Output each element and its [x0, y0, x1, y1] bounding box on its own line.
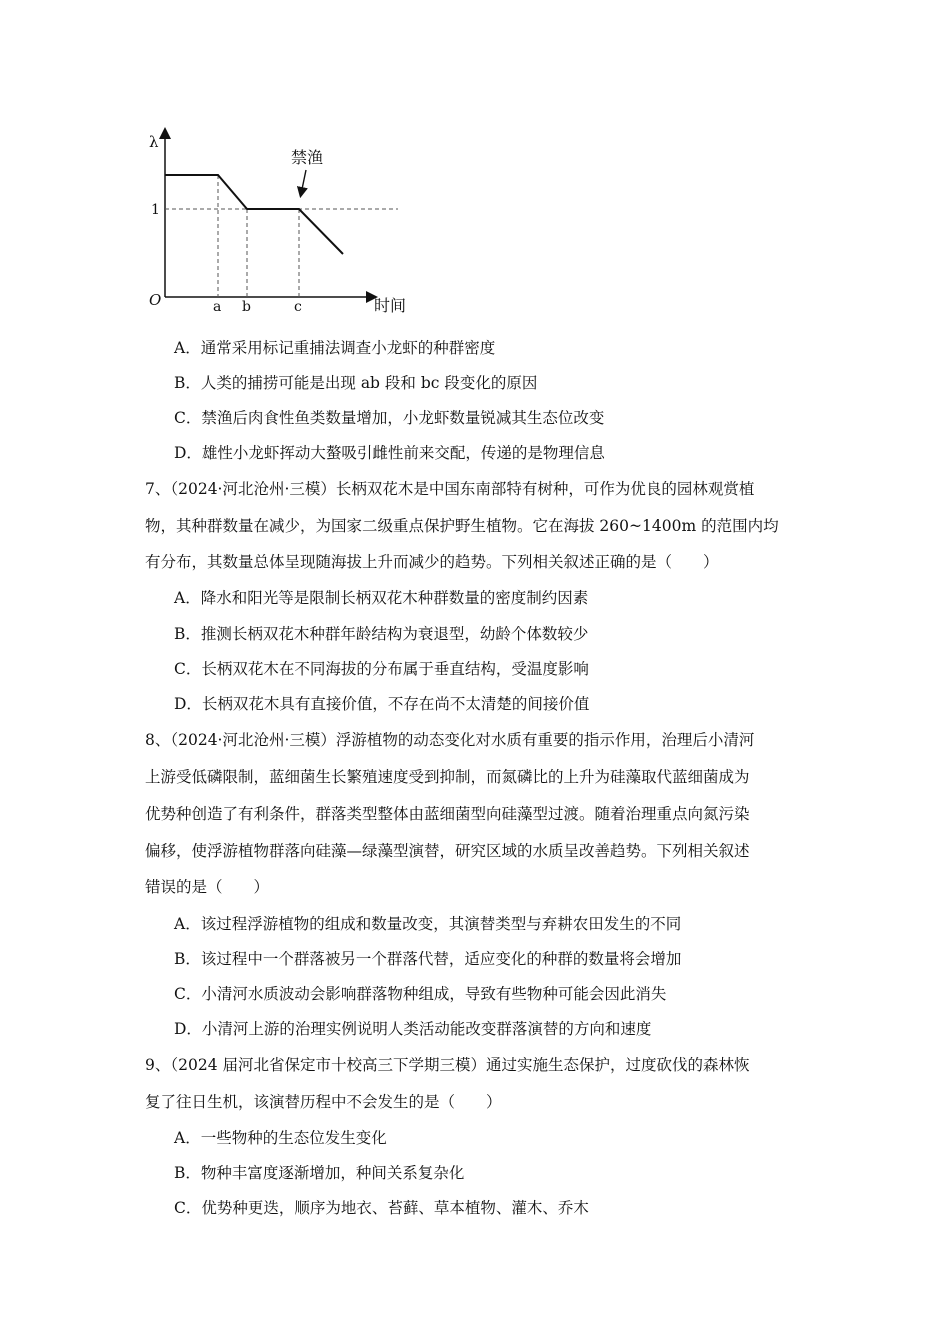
q6-option-d: D．雄性小龙虾挥动大螯吸引雌性前来交配，传递的是物理信息	[174, 444, 605, 462]
q8-stem-line-4: 偏移，使浮游植物群落向硅藻—绿藻型演替，研究区域的水质呈改善趋势。下列相关叙述	[145, 842, 750, 860]
origin-label: O	[149, 291, 162, 309]
q9-option-c: C．优势种更迭，顺序为地衣、苔藓、草本植物、灌木、乔木	[174, 1199, 589, 1217]
q8-option-d: D．小清河上游的治理实例说明人类活动能改变群落演替的方向和速度	[174, 1020, 652, 1038]
tick-b: b	[242, 299, 251, 315]
q7-option-d: D．长柄双花木具有直接价值，不存在尚不太清楚的间接价值	[174, 695, 590, 713]
q9-stem-line-1: 9、（2024 届河北省保定市十校高三下学期三模）通过实施生态保护，过度砍伐的森林恢	[145, 1056, 750, 1074]
q7-option-c: C．长柄双花木在不同海拔的分布属于垂直结构，受温度影响	[174, 660, 589, 678]
q8-option-b: B．该过程中一个群落被另一个群落代替，适应变化的种群的数量将会增加	[174, 950, 682, 968]
ref-label: 1	[151, 202, 160, 218]
q7-option-b: B．推测长柄双花木种群年龄结构为衰退型，幼龄个体数较少	[174, 625, 589, 643]
q7-option-a: A．降水和阳光等是限制长柄双花木种群数量的密度制约因素	[174, 589, 589, 607]
annotation-label: 禁渔	[291, 148, 324, 167]
lambda-graph-svg	[140, 125, 425, 320]
q6-option-a: A．通常采用标记重捕法调查小龙虾的种群密度	[174, 339, 496, 357]
q6-option-c: C．禁渔后肉食性鱼类数量增加，小龙虾数量锐减其生态位改变	[174, 409, 605, 427]
x-axis-label: 时间	[374, 296, 407, 315]
q9-option-a: A．一些物种的生态位发生变化	[174, 1129, 387, 1147]
q9-stem-line-2: 复了往日生机，该演替历程中不会发生的是（ ）	[145, 1093, 502, 1111]
q7-stem-line-3: 有分布，其数量总体呈现随海拔上升而减少的趋势。下列相关叙述正确的是（ ）	[145, 553, 719, 571]
q8-option-c: C．小清河水质波动会影响群落物种组成，导致有些物种可能会因此消失	[174, 985, 667, 1003]
q8-stem-line-5: 错误的是（ ）	[145, 878, 270, 896]
tick-c: c	[294, 299, 302, 315]
q7-stem-line-1: 7、（2024·河北沧州·三模）长柄双花木是中国东南部特有树种，可作为优良的园林观赏植	[145, 480, 755, 498]
q8-option-a: A．该过程浮游植物的组成和数量改变，其演替类型与弃耕农田发生的不同	[174, 915, 682, 933]
q8-stem-line-3: 优势种创造了有利条件，群落类型整体由蓝细菌型向硅藻型过渡。随着治理重点向氮污染	[145, 805, 750, 823]
q6-option-b: B．人类的捕捞可能是出现 ab 段和 bc 段变化的原因	[174, 374, 538, 392]
annotation-arrow	[301, 170, 306, 194]
lambda-time-graph	[140, 125, 425, 320]
lambda-curve	[165, 175, 343, 254]
q9-option-b: B．物种丰富度逐渐增加，种间关系复杂化	[174, 1164, 465, 1182]
q8-stem-line-2: 上游受低磷限制，蓝细菌生长繁殖速度受到抑制，而氮磷比的上升为硅藻取代蓝细菌成为	[145, 768, 750, 786]
tick-a: a	[213, 299, 222, 315]
q7-stem-line-2: 物，其种群数量在减少，为国家二级重点保护野生植物。它在海拔 260~1400m 的范围内均	[145, 517, 779, 535]
y-axis-label: λ	[149, 133, 159, 151]
q8-stem-line-1: 8、（2024·河北沧州·三模）浮游植物的动态变化对水质有重要的指示作用，治理后小清河	[145, 731, 755, 749]
